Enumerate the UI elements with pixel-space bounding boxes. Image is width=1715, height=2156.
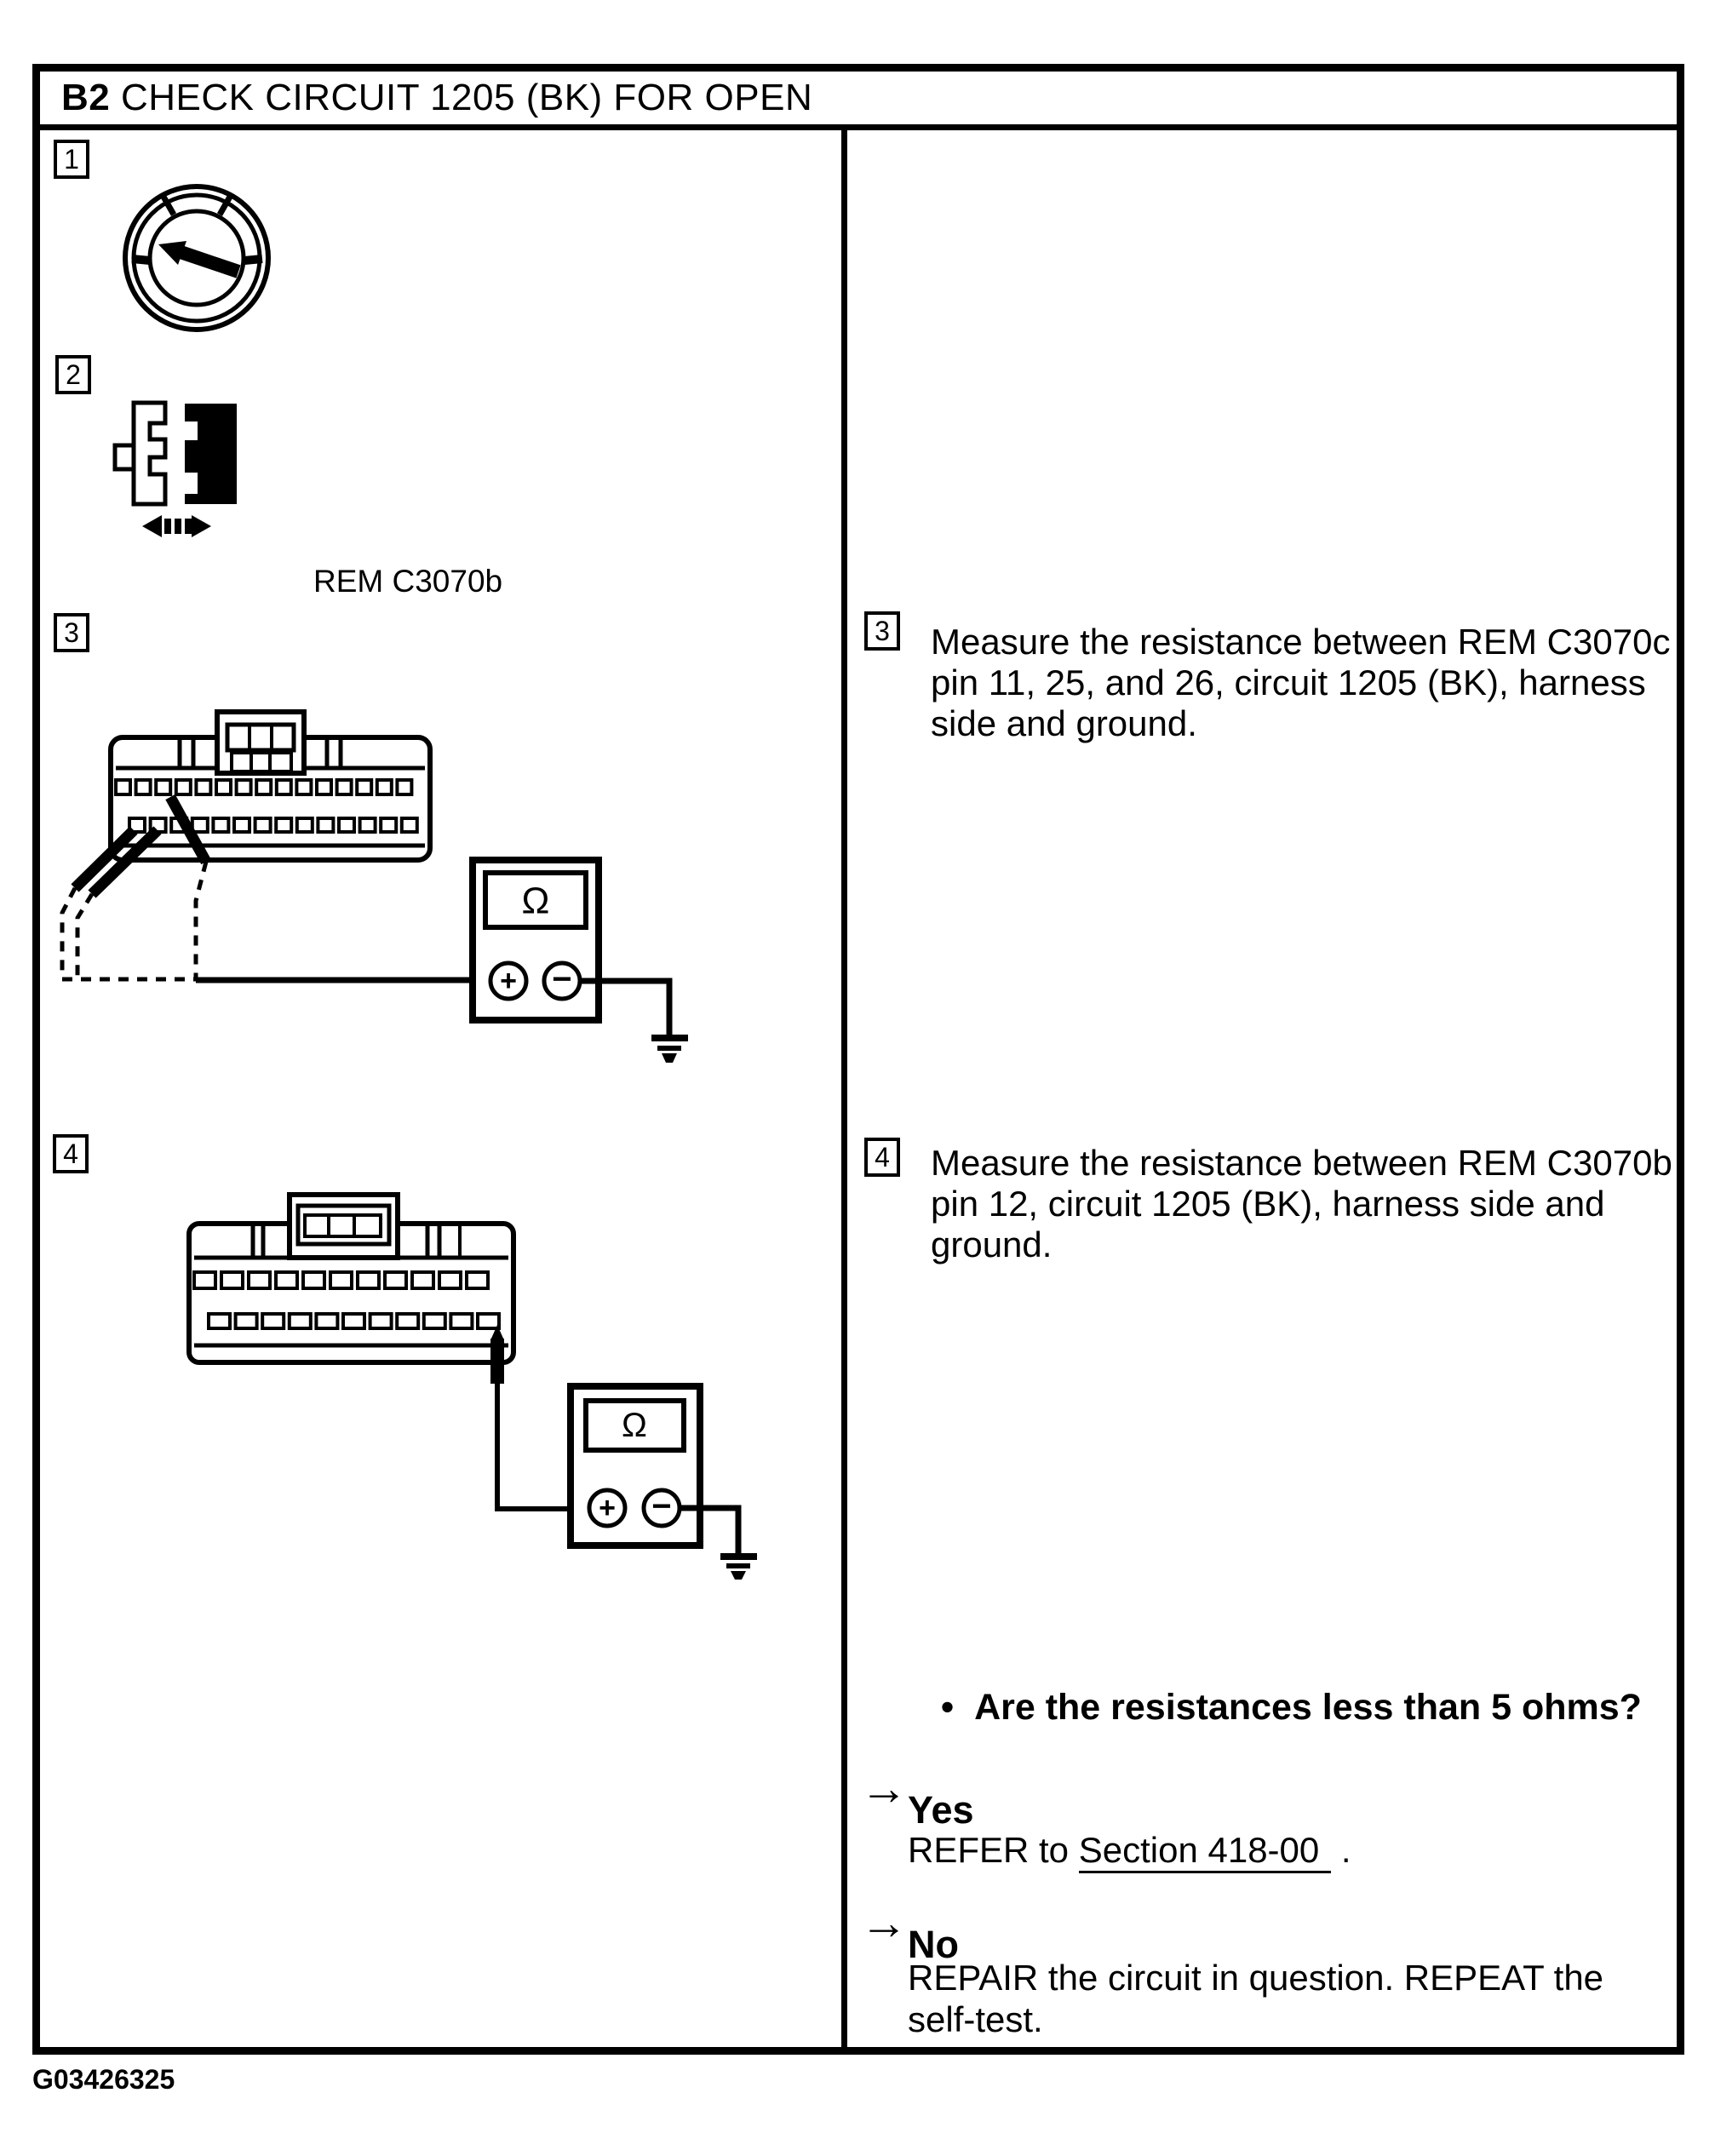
ground-symbol <box>651 1038 688 1063</box>
ohmmeter <box>473 860 599 1020</box>
page-title <box>61 77 812 119</box>
ground-symbol <box>720 1557 757 1580</box>
connector-half-right <box>185 404 237 504</box>
step-4-instruction-line: pin 12, circuit 1205 (BK), harness side and <box>931 1184 1605 1224</box>
test-title-text: CHECK CIRCUIT 1205 (BK) FOR OPEN <box>120 77 813 118</box>
yes-action-suffix: . <box>1331 1830 1351 1870</box>
figure-code: G03426325 <box>32 2064 175 2095</box>
connector-latch-tab <box>290 1195 398 1258</box>
key-position-arrow <box>158 241 238 272</box>
meter-negative-terminal: − <box>651 1488 672 1525</box>
yes-action-prefix: REFER to <box>908 1830 1079 1870</box>
step-3-number-box-right <box>864 611 900 651</box>
connector-half-left <box>134 403 165 504</box>
section-link[interactable]: Section 418-00 <box>1079 1829 1332 1873</box>
step-2-number: 2 <box>66 358 81 390</box>
no-action <box>908 1957 1603 2040</box>
yes-label: Yes <box>908 1788 974 1832</box>
no-label: No <box>908 1923 959 1966</box>
step-3-number-left: 3 <box>64 616 79 648</box>
step-3-instruction-line: pin 11, 25, and 26, circuit 1205 (BK), harness <box>931 662 1646 702</box>
step-3-instruction <box>931 622 1670 744</box>
title-separator-line <box>32 124 1684 130</box>
no-action-line: self-test. <box>908 1999 1043 2039</box>
meter-positive-terminal: + <box>500 965 517 997</box>
step-1-number-box <box>54 140 89 179</box>
connector-lock-tab <box>115 445 134 469</box>
ohm-symbol: Ω <box>622 1407 647 1444</box>
step-4-instruction-line: Measure the resistance between REM C3070b <box>931 1143 1672 1183</box>
pin-row-bottom <box>209 1314 499 1328</box>
step-4-number-left: 4 <box>63 1138 78 1169</box>
step-3-instruction-line: side and ground. <box>931 703 1197 743</box>
disconnect-connector-icon <box>106 392 251 549</box>
bullet-icon: • <box>941 1687 955 1728</box>
ohm-symbol: Ω <box>521 880 550 922</box>
no-action-line: REPAIR the circuit in question. REPEAT the <box>908 1958 1604 1998</box>
step-4-number-right: 4 <box>875 1141 890 1173</box>
step-2-number-box <box>55 355 91 394</box>
yes-action <box>908 1829 1351 1873</box>
step-4-number-box-right <box>864 1138 900 1177</box>
connector-latch-tab <box>217 712 304 773</box>
pin-row-top <box>116 780 411 794</box>
yes-arrow-icon: → <box>860 1761 908 1815</box>
ohmmeter <box>571 1386 700 1545</box>
test-question-text: Are the resistances less than 5 ohms? <box>974 1687 1642 1728</box>
ignition-switch-off-icon <box>119 181 276 337</box>
meter-positive-terminal: + <box>599 1492 616 1524</box>
test-step-id: B2 <box>61 77 111 118</box>
column-divider-line <box>841 128 847 2048</box>
step-3-number-box-left <box>54 613 89 652</box>
pin-row-top <box>194 1272 488 1288</box>
disconnect-arrow <box>142 515 211 537</box>
step-4-instruction <box>931 1143 1672 1265</box>
no-arrow-icon: → <box>860 1895 908 1949</box>
test-question <box>941 1687 1642 1729</box>
step-4-number-box-left <box>53 1134 89 1173</box>
step-4-instruction-line: ground. <box>931 1224 1053 1264</box>
step-1-number: 1 <box>64 143 79 175</box>
connector-label: REM C3070b <box>313 564 503 599</box>
step-3-instruction-line: Measure the resistance between REM C3070c <box>931 622 1671 662</box>
step-3-number-right: 3 <box>875 615 890 646</box>
step-4-measurement-diagram <box>166 1188 762 1584</box>
step-3-measurement-diagram <box>47 707 707 1086</box>
meter-negative-terminal: − <box>552 960 572 998</box>
